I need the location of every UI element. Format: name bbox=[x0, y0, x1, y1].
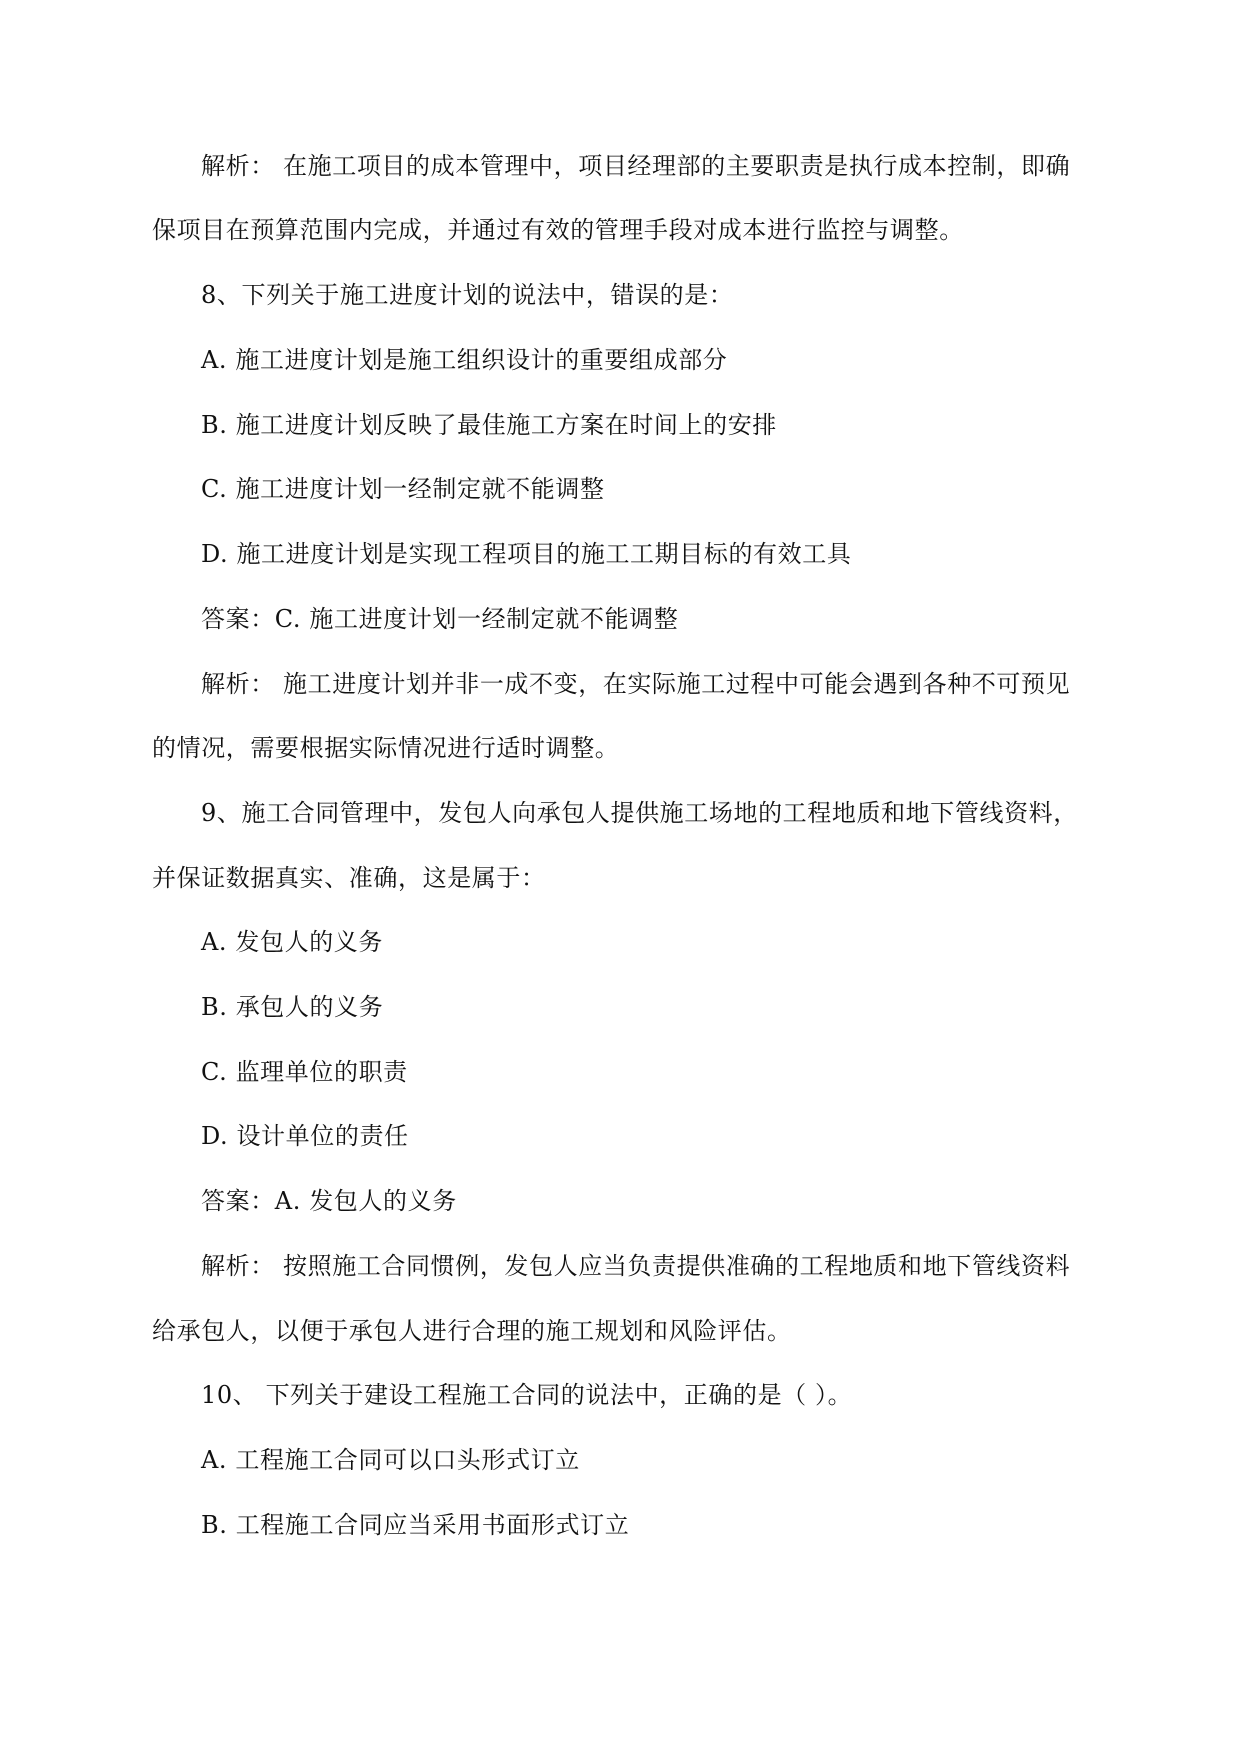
q8-option-a: A. 施工进度计划是施工组织设计的重要组成部分 bbox=[201, 346, 728, 374]
q10-option-b: B. 工程施工合同应当采用书面形式订立 bbox=[201, 1511, 630, 1539]
q8-answer: 答案：C. 施工进度计划一经制定就不能调整 bbox=[201, 605, 679, 633]
q9-option-d: D. 设计单位的责任 bbox=[201, 1122, 409, 1150]
q7-analysis-line-1: 解析： 在施工项目的成本管理中，项目经理部的主要职责是执行成本控制，即确 bbox=[201, 152, 1071, 180]
q9-answer: 答案：A. 发包人的义务 bbox=[201, 1187, 457, 1215]
q9-option-a: A. 发包人的义务 bbox=[201, 928, 383, 956]
q9-question-line-2: 并保证数据真实、准确，这是属于： bbox=[152, 864, 546, 892]
q8-analysis-line-2: 的情况，需要根据实际情况进行适时调整。 bbox=[152, 734, 620, 762]
q8-option-b: B. 施工进度计划反映了最佳施工方案在时间上的安排 bbox=[201, 411, 777, 439]
q10-option-a: A. 工程施工合同可以口头形式订立 bbox=[201, 1446, 580, 1474]
q7-analysis-line-2: 保项目在预算范围内完成，并通过有效的管理手段对成本进行监控与调整。 bbox=[152, 216, 964, 244]
q8-option-c: C. 施工进度计划一经制定就不能调整 bbox=[201, 475, 605, 503]
q8-question: 8、下列关于施工进度计划的说法中，错误的是： bbox=[201, 281, 734, 309]
q9-option-b: B. 承包人的义务 bbox=[201, 993, 384, 1021]
q9-analysis-line-2: 给承包人，以便于承包人进行合理的施工规划和风险评估。 bbox=[152, 1317, 792, 1345]
q9-analysis-line-1: 解析： 按照施工合同惯例，发包人应当负责提供准确的工程地质和地下管线资料 bbox=[201, 1252, 1071, 1280]
q9-option-c: C. 监理单位的职责 bbox=[201, 1058, 408, 1086]
q8-analysis-line-1: 解析： 施工进度计划并非一成不变，在实际施工过程中可能会遇到各种不可预见 bbox=[201, 670, 1071, 698]
q8-option-d: D. 施工进度计划是实现工程项目的施工工期目标的有效工具 bbox=[201, 540, 852, 568]
q10-question: 10、 下列关于建设工程施工合同的说法中，正确的是（ ）。 bbox=[201, 1381, 853, 1409]
q9-question-line-1: 9、施工合同管理中，发包人向承包人提供施工场地的工程地质和地下管线资料， bbox=[201, 799, 1078, 827]
